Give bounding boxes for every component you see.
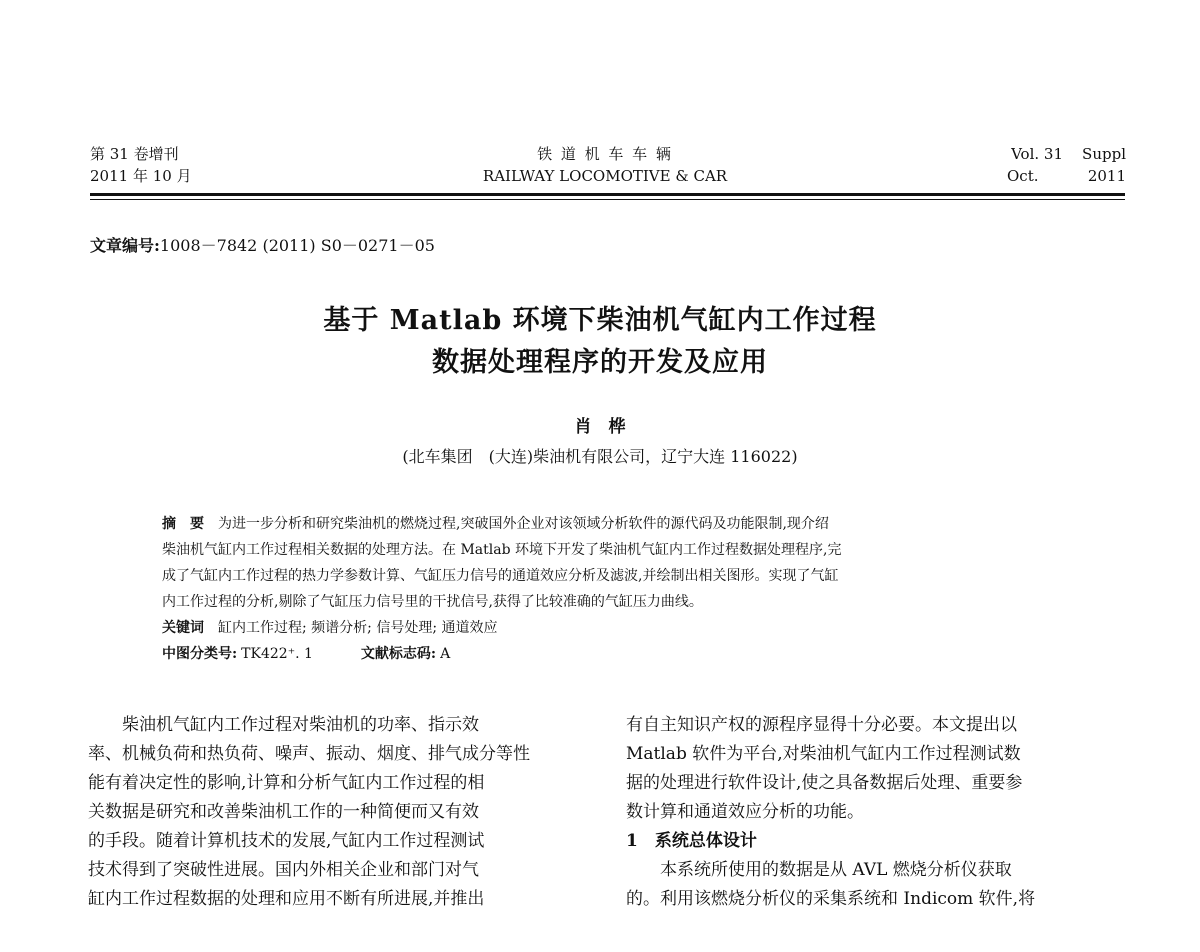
body-line: 柴油机气缸内工作过程对柴油机的功率、指示效 [88, 715, 479, 735]
abstract-line: 柴油机气缸内工作过程相关数据的处理方法。在 Matlab 环境下开发了柴油机气缸内工作过程数据处理程序,完 [162, 542, 842, 558]
body-line: 技术得到了突破性进展。国内外相关企业和部门对气 [88, 860, 479, 880]
abstract-line: 内工作过程的分析,剔除了气缸压力信号里的干扰信号,获得了比较准确的气缸压力曲线。 [162, 594, 703, 610]
month-en: Oct. [1007, 167, 1039, 185]
journal-title-cn: 铁 道 机 车 车 辆 [537, 145, 673, 163]
body-line: 本系统所使用的数据是从 AVL 燃烧分析仪获取 [626, 860, 1012, 880]
affiliation: (北车集团 (大连)柴油机有限公司，辽宁大连 116022) [402, 447, 798, 466]
article-number-label: 文章编号: [90, 236, 160, 255]
body-left-column [88, 711, 600, 914]
body-line: 关数据是研究和改善柴油机工作的一种简便而又有效 [88, 802, 479, 822]
keywords-line [162, 615, 1062, 641]
keywords-label: 关键词 [162, 620, 204, 636]
classification-value: TK422⁺. 1 [241, 646, 313, 662]
doc-code-label: 文献标志码: [360, 646, 437, 662]
body-line: 的手段。随着计算机技术的发展,气缸内工作过程测试 [88, 831, 485, 851]
date-label: 2011 年 10 月 [90, 167, 192, 185]
supplement-en: Suppl [1082, 145, 1126, 163]
journal-title-en: RAILWAY LOCOMOTIVE & CAR [482, 167, 728, 185]
classification-label: 中图分类号: [162, 646, 238, 662]
volume-en: Vol. 31 [1011, 145, 1063, 163]
abstract-line: 成了气缸内工作过程的热力学参数计算、气缸压力信号的通道效应分析及滤波,并绘制出相关图形。实现了气缸 [162, 568, 839, 584]
paper-title-line2: 数据处理程序的开发及应用 [432, 347, 768, 378]
article-number [90, 233, 435, 256]
body-line: 数计算和通道效应分析的功能。 [626, 802, 864, 822]
body-line: 能有着决定性的影响,计算和分析气缸内工作过程的相 [88, 773, 485, 793]
article-number-value: 1008－7842 (2011) S0－0271－05 [159, 236, 435, 255]
header-rule-thick [90, 193, 1125, 196]
body-line: 的。利用该燃烧分析仪的采集系统和 Indicom 软件,将 [626, 889, 1036, 909]
body-right-column [626, 711, 1136, 914]
author: 肖 桦 [574, 417, 626, 437]
body-line: 有自主知识产权的源程序显得十分必要。本文提出以 [626, 715, 1017, 735]
keywords-text: 缸内工作过程; 频谱分析; 信号处理; 通道效应 [218, 620, 498, 636]
year-en: 2011 [1087, 167, 1126, 185]
abstract-block [162, 511, 1062, 667]
abstract-label: 摘 要 [162, 516, 204, 532]
body-line: 缸内工作过程数据的处理和应用不断有所进展,并推出 [88, 889, 485, 909]
body-line: Matlab 软件为平台,对柴油机气缸内工作过程测试数 [626, 744, 1021, 764]
header-rule-thin [90, 199, 1125, 200]
volume-label: 第 31 卷增刊 [90, 145, 179, 163]
abstract-line: 摘 要 为进一步分析和研究柴油机的燃烧过程,突破国外企业对该领域分析软件的源代码及功能限制,现介绍 [162, 516, 829, 532]
body-line: 据的处理进行软件设计,使之具备数据后处理、重要参 [626, 773, 1023, 793]
paper-title-line1: 基于 Matlab 环境下柴油机气缸内工作过程 [323, 305, 877, 336]
body-line: 率、机械负荷和热负荷、噪声、振动、烟度、排气成分等性 [88, 744, 530, 764]
doc-code-value: A [440, 646, 451, 662]
classification-line [162, 641, 1062, 667]
section-heading: 1 系统总体设计 [626, 831, 757, 851]
